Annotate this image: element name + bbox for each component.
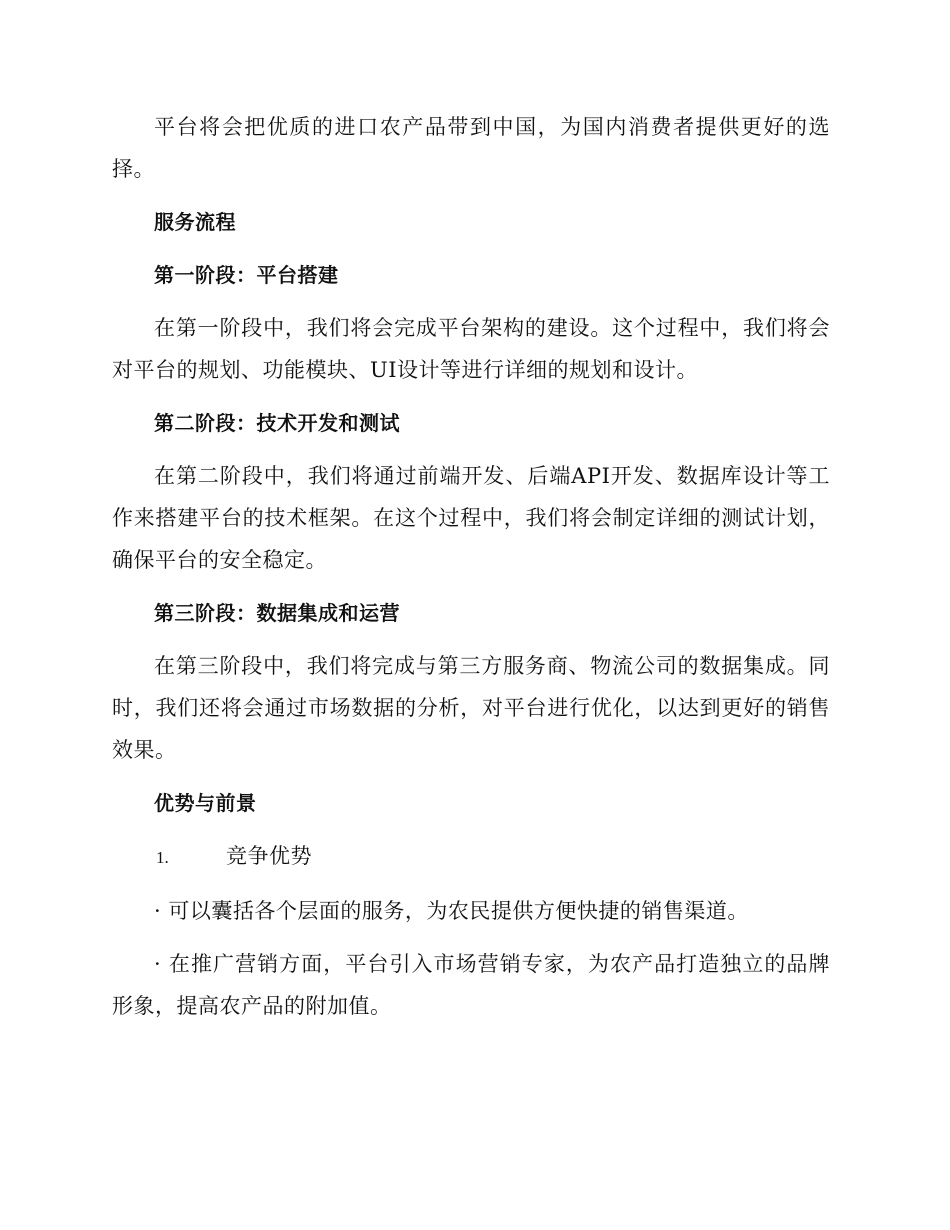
list-item-number: 1. [156,848,169,867]
bullet-paragraph-1: · 可以囊括各个层面的服务，为农民提供方便快捷的销售渠道。 [154,899,749,923]
list-item-text: 竞争优势 [226,844,312,868]
service-process-heading: 服务流程 [154,210,236,234]
list-item [112,835,830,879]
stage2-heading: 第二阶段：技术开发和测试 [154,411,400,435]
stage2-paragraph: 在第二阶段中，我们将通过前端开发、后端API开发、数据库设计等工作来搭建平台的技术框架。在这个过程中，我们将会制定详细的测试计划，确保平台的安全稳定。 [112,464,830,572]
document-page [112,106,830,1038]
stage3-paragraph: 在第三阶段中，我们将完成与第三方服务商、物流公司的数据集成。同时，我们还将会通过市场数据的分析，对平台进行优化，以达到更好的销售效果。 [112,654,830,762]
stage3-heading: 第三阶段：数据集成和运营 [154,601,400,625]
bullet-paragraph-2: · 在推广营销方面，平台引入市场营销专家，为农产品打造独立的品牌形象，提高农产品的附加值。 [112,952,830,1018]
stage1-paragraph: 在第一阶段中，我们将会完成平台架构的建设。这个过程中，我们将会对平台的规划、功能模块、UI设计等进行详细的规划和设计。 [112,316,830,382]
intro-paragraph: 平台将会把优质的进口农产品带到中国，为国内消费者提供更好的选择。 [112,115,830,181]
stage1-heading: 第一阶段：平台搭建 [154,263,339,287]
advantages-heading: 优势与前景 [154,791,257,815]
